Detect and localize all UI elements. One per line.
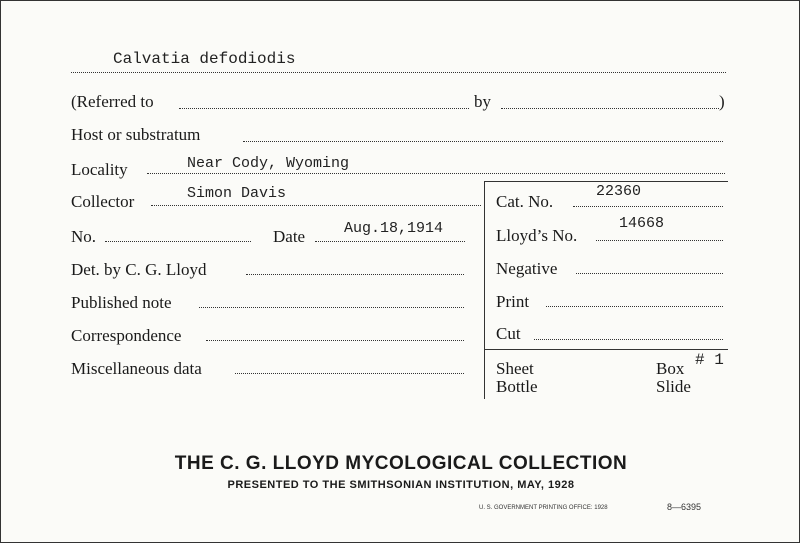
collection-subtitle: PRESENTED TO THE SMITHSONIAN INSTITUTION, MAY, 1928 (227, 479, 575, 491)
collector-label: Collector (71, 192, 135, 211)
published-note-label: Published note (71, 293, 172, 312)
misc-data-label: Miscellaneous data (71, 359, 202, 378)
referred-by-field[interactable] (501, 108, 719, 109)
det-by-field[interactable] (246, 274, 464, 275)
slide-label: Slide (656, 377, 691, 396)
cut-field[interactable] (534, 339, 723, 340)
locality-label: Locality (71, 160, 128, 179)
box-value: # 1 (695, 351, 724, 369)
print-field[interactable] (546, 306, 723, 307)
by-label: by (474, 92, 491, 111)
lloyds-no-field[interactable] (596, 240, 723, 241)
right-panel-top-border (484, 181, 728, 182)
lloyds-no-value: 14668 (619, 215, 665, 232)
sheet-label: Sheet (496, 359, 534, 378)
host-field[interactable] (243, 141, 723, 142)
cat-no-field[interactable] (573, 206, 723, 207)
referred-close-paren: ) (719, 92, 725, 111)
det-by-label: Det. by C. G. Lloyd (71, 260, 207, 279)
locality-field[interactable] (147, 173, 725, 174)
date-value: Aug.18,1914 (344, 220, 444, 237)
collector-field[interactable] (151, 205, 481, 206)
date-label: Date (273, 227, 306, 246)
correspondence-label: Correspondence (71, 326, 182, 345)
referred-to-label: (Referred to (71, 92, 154, 111)
locality-value: Near Cody, Wyoming (187, 155, 350, 172)
cut-label: Cut (496, 324, 521, 343)
printer-imprint: U. S. GOVERNMENT PRINTING OFFICE: 1928 (479, 505, 608, 511)
no-label: No. (71, 227, 97, 246)
negative-label: Negative (496, 259, 558, 278)
form-number: 8—6395 (667, 502, 702, 512)
right-panel-divider (484, 349, 728, 350)
box-label: Box (656, 359, 685, 378)
cat-no-value: 22360 (596, 183, 642, 200)
negative-field[interactable] (576, 273, 723, 274)
host-label: Host or substratum (71, 125, 201, 144)
correspondence-field[interactable] (206, 340, 464, 341)
cat-no-label: Cat. No. (496, 192, 554, 211)
date-field[interactable] (315, 241, 465, 242)
lloyds-no-label: Lloyd’s No. (496, 226, 578, 245)
species-rule (71, 72, 726, 73)
right-panel-border (484, 181, 485, 399)
no-field[interactable] (105, 241, 251, 242)
collection-title: THE C. G. LLOYD MYCOLOGICAL COLLECTION (174, 453, 628, 474)
species-name: Calvatia defodiodis (113, 50, 296, 68)
print-label: Print (496, 292, 530, 311)
misc-data-field[interactable] (235, 373, 464, 374)
referred-to-field[interactable] (179, 108, 469, 109)
collector-value: Simon Davis (187, 185, 287, 202)
published-note-field[interactable] (199, 307, 464, 308)
bottle-label: Bottle (496, 377, 538, 396)
